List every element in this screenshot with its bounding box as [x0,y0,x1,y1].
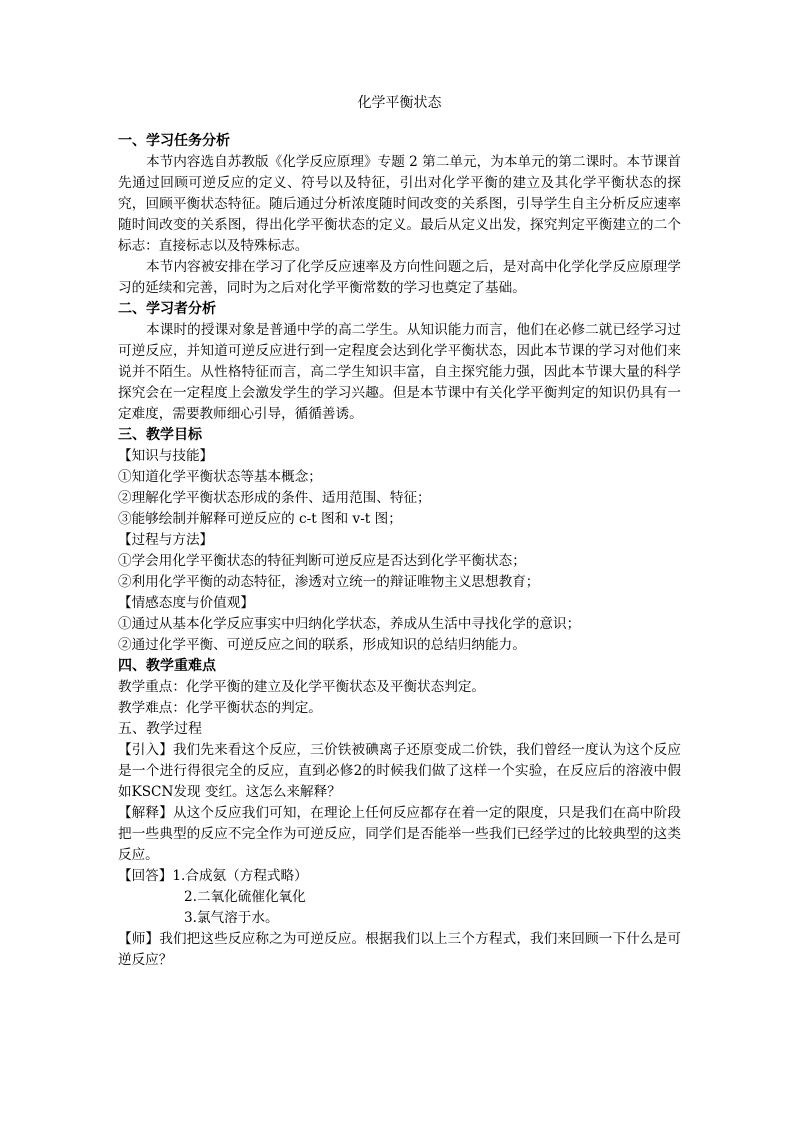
process-answer-3: 3.氯气溶于水。 [184,910,279,926]
goal-label-knowledge: 【知识与技能】 [118,448,214,464]
section-teaching-goals [118,425,681,656]
section-learner-analysis [118,299,681,425]
process-explain: 【解释】从这个反应我们可知，在理论上任何反应都存在着一定的限度，只是我们在高中阶段把一些典型的反应不完全作为可逆反应，同学们是否能举一些我们已经学过的比较典型的这类反应。 [118,805,681,863]
section-task-analysis [118,131,681,299]
goal-item: ①知道化学平衡状态等基本概念； [118,469,322,485]
goal-item: ②利用化学平衡的动态特征，渗透对立统一的辩证唯物主义思想教育； [118,574,540,590]
goal-label-method: 【过程与方法】 [118,532,214,548]
goal-item: ②理解化学平衡状态形成的条件、适用范围、特征； [118,490,431,506]
document-page [118,93,681,971]
goal-item: ①通过从基本化学反应事实中归纳化学状态，养成从生活中寻找化学的意识； [118,616,581,632]
process-intro: 【引入】我们先来看这个反应，三价铁被碘离子还原变成二价铁，我们曾经一度认为这个反应是一个进行得很完全的反应，直到必修2的时候我们做了这样一个实验，在反应后的溶液中假如KSCN发现 变红。这怎么来解释？ [118,742,681,800]
section-heading-task-analysis: 一、学习任务分析 [118,133,230,149]
teaching-difficult-point: 教学难点：化学平衡状态的判定。 [118,700,322,716]
process-teacher: 【师】我们把这些反应称之为可逆反应。根据我们以上三个方程式，我们来回顾一下什么是可逆反应？ [118,931,681,968]
teaching-key-point: 教学重点：化学平衡的建立及化学平衡状态及平衡状态判定。 [118,679,486,695]
goal-item: ③能够绘制并解释可逆反应的 c-t 图和 v-t 图； [118,511,402,527]
section-heading-teaching-process: 五、教学过程 [118,721,202,737]
section-heading-learner-analysis: 二、学习者分析 [118,301,216,317]
section-key-difficult [118,656,681,719]
section-heading-key-difficult: 四、教学重难点 [118,658,216,674]
paragraph-task-analysis-1: 本节内容选自苏教版《化学反应原理》专题 2 第二单元，为本单元的第二课时。本节课首先通过回顾可逆反应的定义、符号以及特征，引出对化学平衡的建立及其化学平衡状态的探究，回顾平衡状态特征。随后通过分析浓度随时间改变的关系图，引导学生自主分析反应速率随时间改变的关系图，得出化学平衡状态的定义。最后从定义出发，探究判定平衡建立的二个标志：直接标志以及特殊标志。 [118,154,681,254]
document-title: 化学平衡状态 [357,95,442,111]
paragraph-task-analysis-2: 本节内容被安排在学习了化学反应速率及方向性问题之后，是对高中化学化学反应原理学习的延续和完善，同时为之后对化学平衡常数的学习也奠定了基础。 [118,259,681,296]
process-answer-1: 【回答】1.合成氨（方程式略） [118,868,308,884]
section-heading-teaching-goals: 三、教学目标 [118,427,202,443]
goal-item: ②通过化学平衡、可逆反应之间的联系，形成知识的总结归纳能力。 [118,637,526,653]
section-teaching-process [118,719,681,971]
process-answer-2: 2.二氧化硫催化氧化 [184,889,306,905]
goal-item: ①学会用化学平衡状态的特征判断可逆反应是否达到化学平衡状态； [118,553,526,569]
paragraph-learner-analysis: 本课时的授课对象是普通中学的高二学生。从知识能力而言，他们在必修二就已经学习过可逆反应，并知道可逆反应进行到一定程度会达到化学平衡状态，因此本节课的学习对他们来说并不陌生。从性格特征而言，高二学生知识丰富，自主探究能力强，因此本节课大量的科学探究会在一定程度上会激发学生的学习兴趣。但是本节课中有关化学平衡判定的知识仍具有一定难度，需要教师细心引导，循循善诱。 [118,322,681,422]
goal-label-emotion: 【情感态度与价值观】 [118,595,254,611]
